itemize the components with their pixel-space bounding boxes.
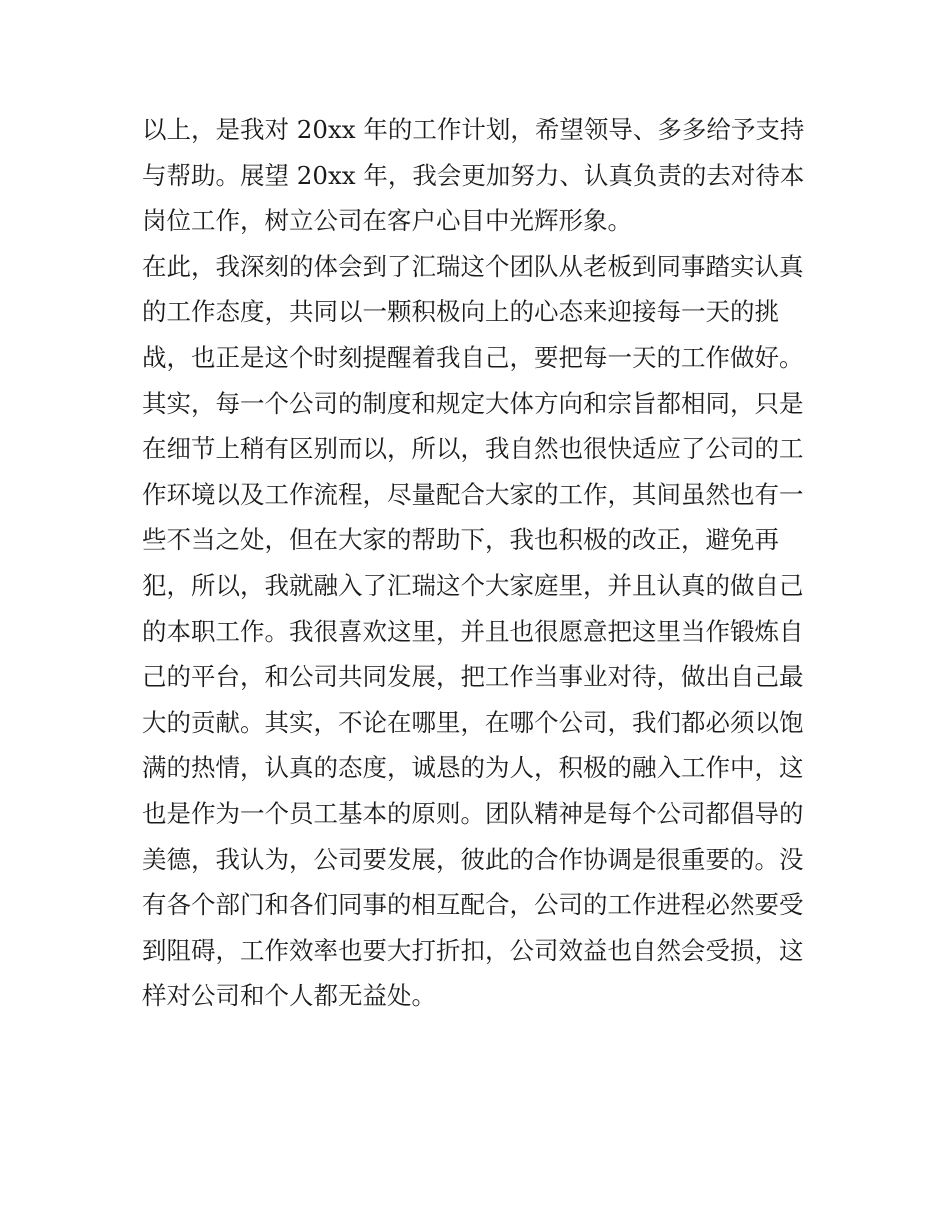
text-line: 的工作态度，共同以一颗积极向上的心态来迎接每一天的挑: [142, 297, 779, 327]
text-line: 岗位工作，树立公司在客户心目中光辉形象。: [142, 206, 632, 236]
text-line: 的本职工作。我很喜欢这里，并且也很愿意把这里当作锻炼自: [142, 616, 804, 646]
text-line: 作环境以及工作流程，尽量配合大家的工作，其间虽然也有一: [142, 479, 804, 509]
text-line: 其实，每一个公司的制度和规定大体方向和宗旨都相同，只是: [142, 388, 804, 418]
text-line: 到阻碍，工作效率也要大打折扣，公司效益也自然会受损，这: [142, 935, 804, 965]
text-line: 犯，所以，我就融入了汇瑞这个大家庭里，并且认真的做自己: [142, 570, 804, 600]
document-body: [142, 107, 822, 1064]
text-line: 战，也正是这个时刻提醒着我自己，要把每一天的工作做好。: [142, 342, 804, 372]
text-line: 满的热情，认真的态度，诚恳的为人，积极的融入工作中，这: [142, 753, 804, 783]
text-line: 有各个部门和各们同事的相互配合，公司的工作进程必然要受: [142, 890, 804, 920]
text-line: 己的平台，和公司共同发展，把工作当事业对待，做出自己最: [142, 662, 804, 692]
text-line: [142, 1019, 822, 1065]
paragraph-team-reflection: [142, 244, 822, 1065]
text-line: 与帮助。展望 20xx 年，我会更加努力、认真负责的去对待本: [142, 160, 805, 190]
text-line: 些不当之处，但在大家的帮助下，我也积极的改正，避免再: [142, 525, 779, 555]
text-line: 在此，我深刻的体会到了汇瑞这个团队从老板到同事踏实认真: [142, 251, 804, 281]
text-line: 样对公司和个人都无益处。: [142, 981, 436, 1011]
text-line: 大的贡献。其实，不论在哪里，在哪个公司，我们都必须以饱: [142, 707, 804, 737]
paragraph-closing-plan: [142, 107, 822, 244]
text-line: 美德，我认为，公司要发展，彼此的合作协调是很重要的。没: [142, 844, 804, 874]
text-line: 也是作为一个员工基本的原则。团队精神是每个公司都倡导的: [142, 798, 804, 828]
text-line: 在细节上稍有区别而以，所以，我自然也很快适应了公司的工: [142, 434, 804, 464]
text-line: 以上，是我对 20xx 年的工作计划，希望领导、多多给予支持: [142, 115, 805, 144]
